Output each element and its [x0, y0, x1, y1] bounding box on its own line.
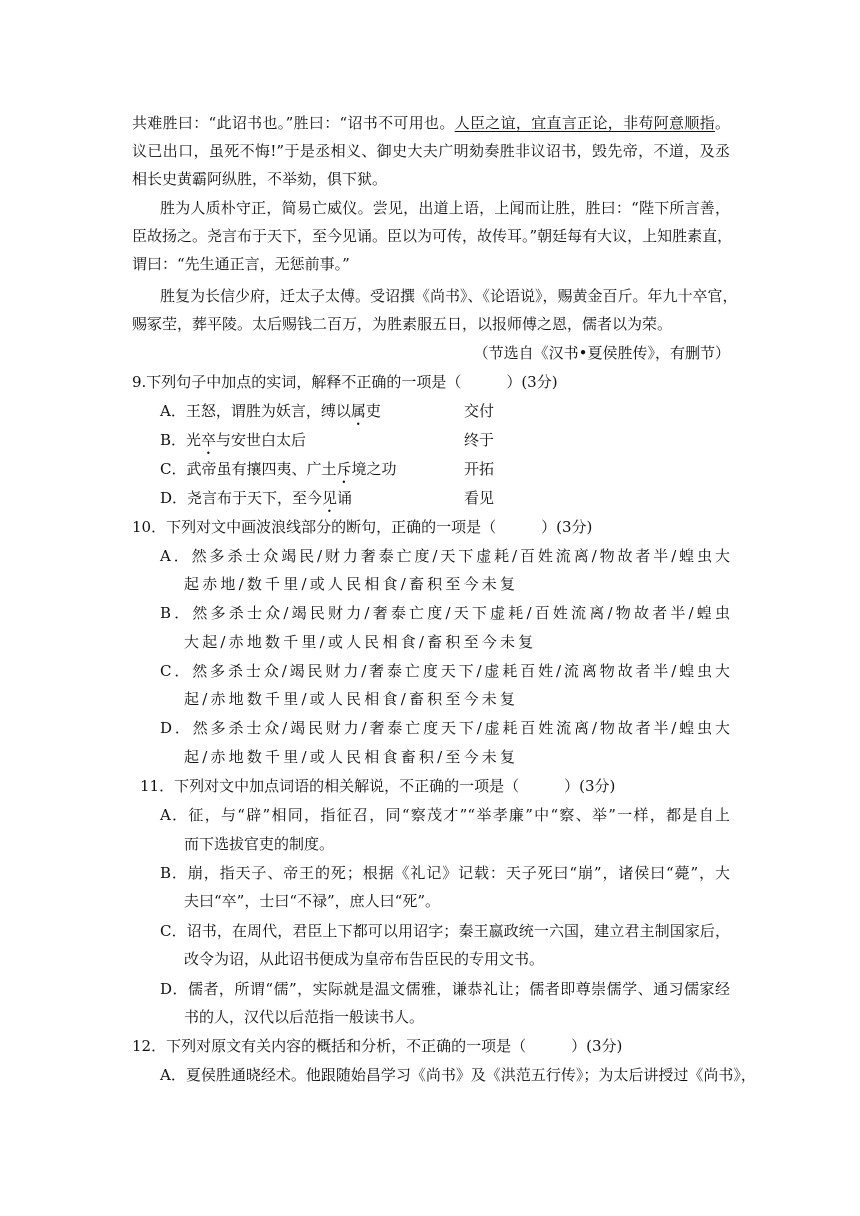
question-11-option-c-line-2: 改令为诏，从此诏书便成为皇帝布告臣民的专用文书。: [184, 950, 545, 968]
dotted-word: 卒: [201, 431, 217, 449]
question-10-option-b-line-2: 大起/赤地数千里/或人民相食/畜积至今未复: [184, 633, 537, 651]
question-11-option-b-line-1: B．崩，指天子、帝王的死；根据《礼记》记载：天子死曰“崩”，诸侯曰“薨”，大: [160, 864, 730, 882]
passage-line-8: 赐冢茔，葬平陵。太后赐钱二百万，为胜素服五日，以报师傅之恩，儒者以为荣。: [132, 315, 673, 333]
question-10-option-a-line-1: A．然多杀士众竭民/财力奢泰亡度/天下虚耗/百姓流离/物故者半/蝗虫大: [160, 547, 730, 565]
passage-line-4: 胜为人质朴守正，简易亡威仪。尝见，出道上语，上闻而让胜，胜曰：“陛下所言善，: [160, 199, 730, 217]
passage-line-7: 胜复为长信少府，迁太子太傅。受诏撰《尚书》、《论语说》，赐黄金百斤。年九十卒官，: [160, 287, 738, 305]
dotted-word: 属: [350, 402, 366, 420]
gloss: 看见: [464, 489, 495, 507]
question-11-option-a-line-1: A．征，与“辟”相同，指征召，同“察茂才”“举孝廉”中“察、举”一样，都是自上: [160, 806, 730, 824]
question-9-stem: 9.下列句子中加点的实词，解释不正确的一项是（ ）(3分): [132, 373, 558, 391]
question-12-option-a-line-1: A．夏侯胜通晓经术。他跟随始昌学习《尚书》及《洪范五行传》；为太后讲授过《尚书》，: [160, 1066, 756, 1084]
question-11-stem: 11．下列对文中加点词语的相关解说，不正确的一项是（ ）(3分): [140, 777, 616, 795]
gloss: 交付: [464, 402, 495, 420]
question-9-option-c: C．武帝虽有攘四夷、广土斥境之功 开拓: [160, 460, 495, 478]
question-9-option-d: D．尧言布于天下，至今见诵 看见: [160, 489, 495, 507]
question-10-option-c-line-1: C．然多杀士众/竭民财力/奢泰亡度天下/虚耗百姓/流离物故者半/蝗虫大: [160, 662, 730, 680]
passage-line-6: 谓曰：“先生通正言，无惩前事。”: [132, 255, 350, 273]
question-12-stem: 12．下列对原文有关内容的概括和分析，不正确的一项是（ ）(3分): [132, 1037, 623, 1055]
question-11-option-d-line-2: 书的人，汉代以后范指一般读书人。: [184, 1008, 425, 1026]
question-11-option-a-line-2: 而下选拔官吏的制度。: [184, 835, 335, 853]
question-10-option-a-line-2: 起赤地/数千里/或人民相食/畜积至今未复: [184, 575, 519, 593]
dotted-word: 见: [322, 489, 338, 507]
passage-line-5: 臣故扬之。尧言布于天下，至今见诵。臣以为可传，故传耳。”朝廷每有大议，上知胜素直，: [132, 227, 733, 245]
question-10-stem: 10．下列对文中画波浪线部分的断句，正确的一项是（ ）(3分): [132, 518, 593, 536]
passage-source: （节选自《汉书•夏侯胜传》，有删节）: [473, 344, 730, 362]
passage-line-3: 相长史黄霸阿纵胜，不举劾，俱下狱。: [132, 170, 388, 188]
dotted-word: 斥: [336, 460, 352, 478]
underlined-sentence: 人臣之谊，宜直言正论，非苟阿意顺指: [454, 114, 715, 132]
question-9-option-b: B．光卒与安世白太后 终于: [160, 431, 495, 449]
question-10-option-d-line-2: 起/赤地数千里/或人民相食畜积/至今未复: [184, 748, 519, 766]
gloss: 开拓: [464, 460, 495, 478]
passage-line-1: 共难胜曰：“此诏书也。”胜曰：“诏书不可用也。人臣之谊，宜直言正论，非苟阿意顺指。: [132, 114, 730, 132]
question-10-option-b-line-1: B．然多杀士众/竭民财力/奢泰亡度/天下虚耗/百姓流离/物故者半/蝗虫: [160, 604, 730, 622]
question-9-option-a: A．王怒，谓胜为妖言，缚以属吏 交付: [160, 402, 495, 420]
question-10-option-d-line-1: D．然多杀士众/竭民财力/奢泰亡度天下/虚耗百姓流离/物故者半/蝗虫大: [160, 719, 730, 737]
question-10-option-c-line-2: 起/赤地数千里/或人民相食/畜积至今未复: [184, 690, 519, 708]
question-11-option-c-line-1: C．诏书，在周代，君臣上下都可以用诏字；秦王嬴政统一六国，建立君主制国家后，: [160, 922, 730, 940]
gloss: 终于: [464, 431, 495, 449]
passage-line-2: 议已出口，虽死不悔!”于是丞相义、御史大夫广明劾奏胜非议诏书，毁先帝，不道，及丞: [132, 142, 730, 160]
question-11-option-b-line-2: 夫曰“卒”，士曰“不禄”，庶人曰“死”。: [184, 892, 441, 910]
question-11-option-d-line-1: D．儒者，所谓“儒”，实际就是温文儒雅，谦恭礼让；儒者即尊崇儒学、通习儒家经: [160, 980, 730, 998]
